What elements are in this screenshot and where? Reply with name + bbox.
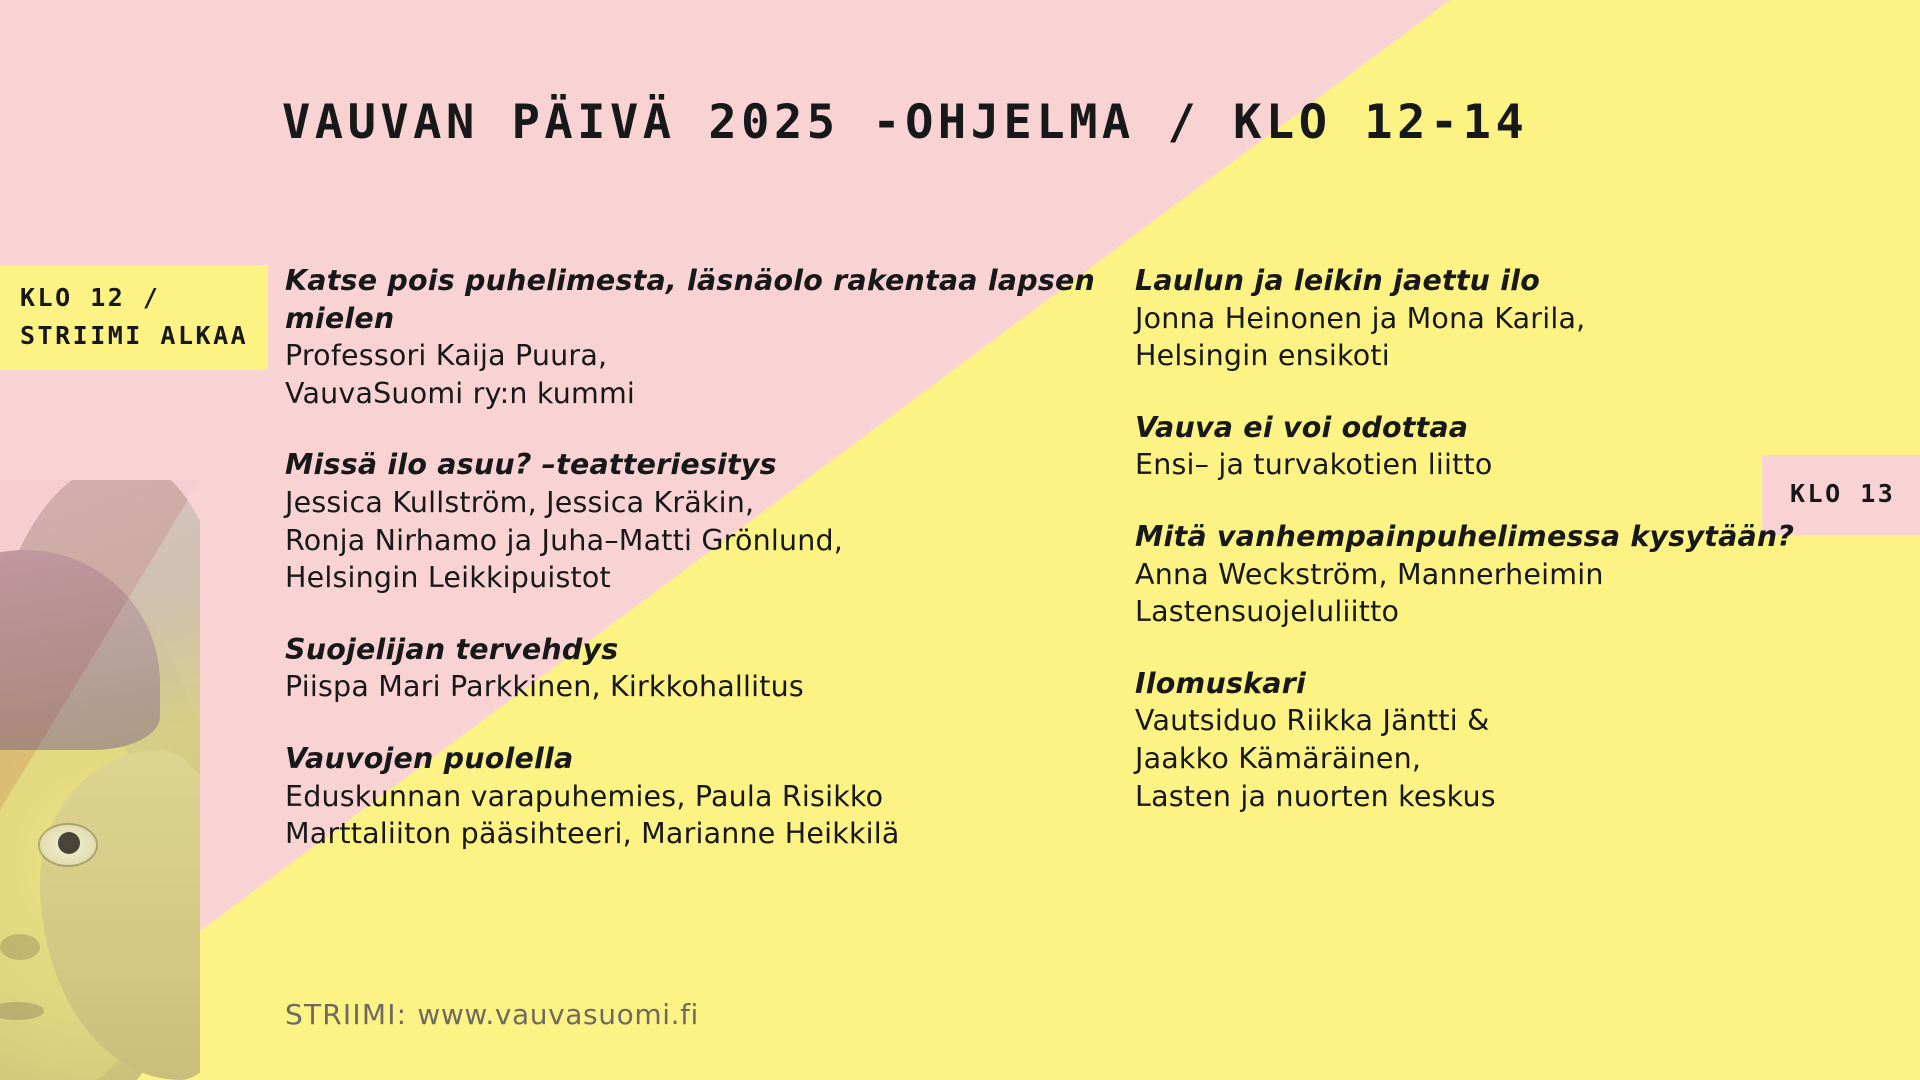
program-item-body: Anna Weckström, Mannerheimin Lastensuojeluliitto — [1135, 557, 1604, 629]
program-item-body: Vautsiduo Riikka Jäntti & Jaakko Kämäräinen, Lasten ja nuorten keskus — [1135, 704, 1496, 813]
time-badge-13: KLO 13 — [1762, 455, 1920, 535]
program-item — [285, 262, 1115, 412]
time-badge-start — [0, 265, 268, 370]
time-badge-start-line2: STRIIMI ALKAA — [20, 320, 249, 350]
program-item-title: Laulun ja leikin jaettu ilo — [1135, 264, 1540, 297]
program-item — [285, 631, 1115, 706]
program-item-body: Professori Kaija Puura, VauvaSuomi ry:n kummi — [285, 339, 636, 410]
program-item — [1135, 409, 1815, 484]
program-item-body: Ensi– ja turvakotien liitto — [1135, 448, 1493, 482]
program-item-title: Katse pois puhelimesta, läsnäolo rakentaa lapsen mielen — [285, 264, 1096, 335]
program-item-body: Jessica Kullström, Jessica Kräkin, Ronja Nirhamo ja Juha–Matti Grönlund, Helsingin Leikkipuistot — [285, 486, 844, 595]
program-item-title: Suojelijan tervehdys — [285, 632, 619, 666]
program-item — [285, 446, 1115, 596]
stream-url[interactable]: www.vauvasuomi.fi — [417, 998, 699, 1031]
program-column-left — [285, 262, 1115, 853]
program-item-title: Missä ilo asuu? –teatteriesitys — [285, 448, 777, 482]
time-badge-start-line1: KLO 12 / — [20, 283, 161, 312]
program-item-title: Ilomuskari — [1135, 666, 1306, 700]
program-column-right — [1135, 262, 1815, 815]
program-item — [1135, 518, 1815, 631]
program-item — [285, 740, 1115, 853]
stream-label: STRIIMI: — [285, 998, 408, 1031]
program-item-body: Piispa Mari Parkkinen, Kirkkohallitus — [285, 670, 804, 704]
program-item — [1135, 262, 1815, 375]
program-item-title: Mitä vanhempainpuhelimessa kysytään? — [1135, 520, 1795, 554]
program-item-title: Vauva ei voi odottaa — [1135, 410, 1469, 444]
stream-info — [285, 998, 699, 1031]
program-item-body: Eduskunnan varapuhemies, Paula Risikko Marttaliiton pääsihteeri, Marianne Heikkilä — [285, 779, 900, 851]
program-item-body: Jonna Heinonen ja Mona Karila, Helsingin ensikoti — [1135, 301, 1586, 373]
program-item — [1135, 665, 1815, 815]
page-title: VAUVAN PÄIVÄ 2025 -OHJELMA / KLO 12-14 — [282, 95, 1529, 150]
program-item-title: Vauvojen puolella — [285, 742, 574, 776]
